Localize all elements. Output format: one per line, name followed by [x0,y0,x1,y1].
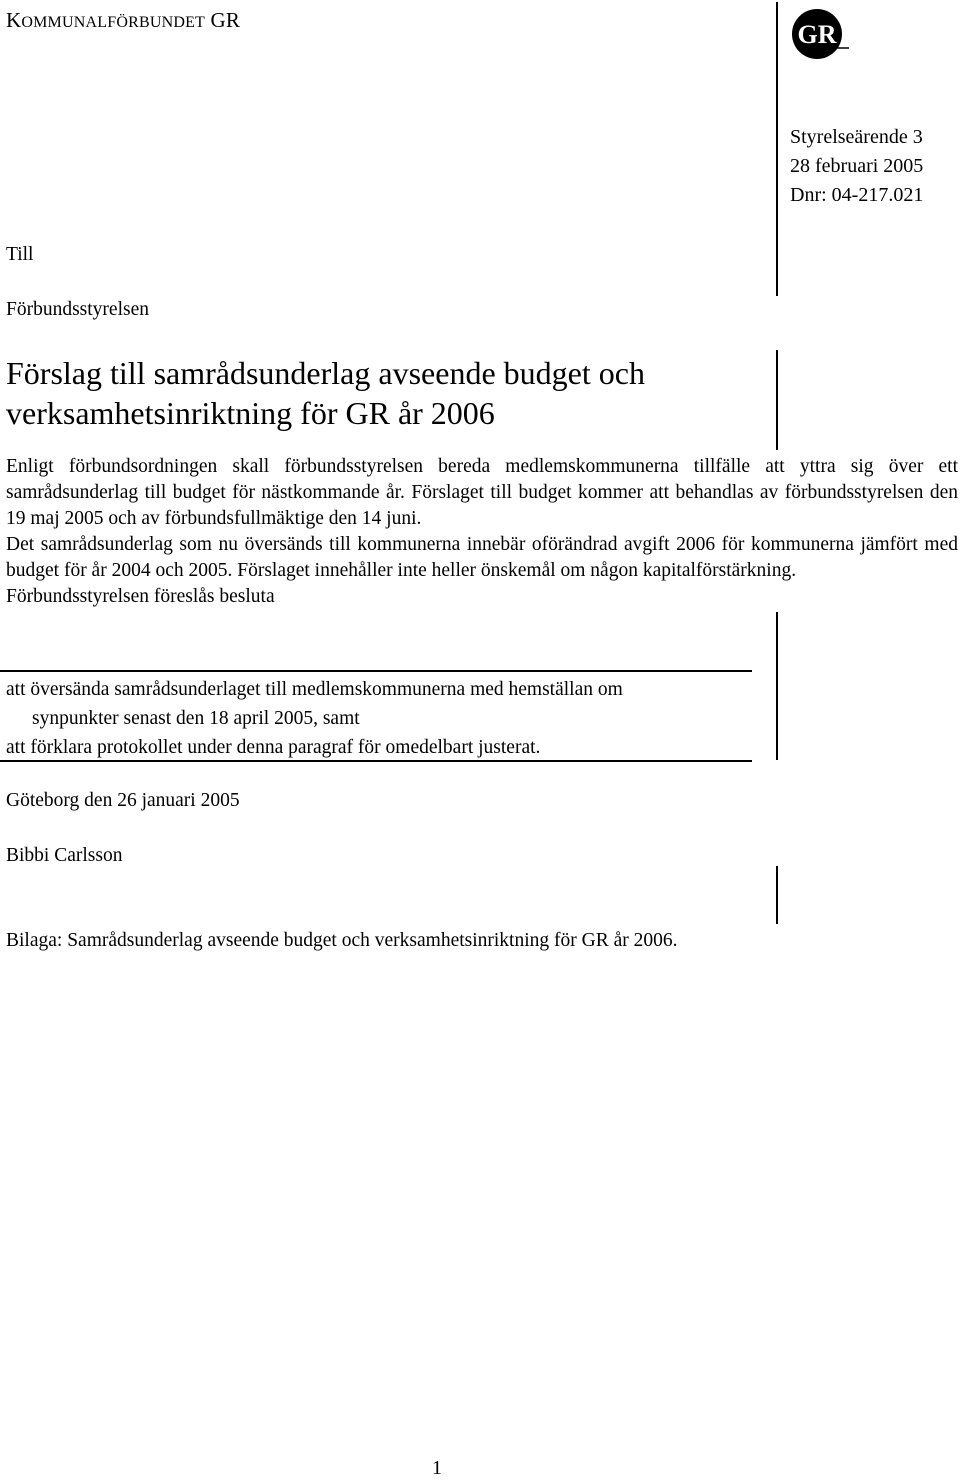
title-line: verksamhetsinriktning för GR år 2006 [6,395,495,431]
proposal-top-rule [0,670,752,672]
paragraph: Enligt förbundsordningen skall förbundsstyrelsen bereda medlemskommunerna tillfälle att yttra sig över ett samrådsunderlag till budget för nästkommande år. Förslaget till budget kommer att behandlas av förbundsstyrelsen den 19 maj 2005 och av förbundsfullmäktige den 14 juni. [6,456,958,529]
margin-rule [776,350,778,450]
place-date: Göteborg den 26 januari 2005 [6,790,240,811]
proposal-line: att förklara protokollet under denna paragraf för omedelbart justerat. [6,737,541,758]
margin-rule [776,2,778,296]
attachment-note: Bilaga: Samrådsunderlag avseende budget och verksamhetsinriktning för GR år 2006. [6,930,678,951]
paragraph: Det samrådsunderlag som nu översänds till kommunerna innebär oförändrad avgift 2006 för kommunerna jämfört med budget för år 2004 och 2005. Förslaget innehåller inte heller önskemål om någon kapitalförstärkning. [6,534,958,581]
title-line: Förslag till samrådsunderlag avseende budget och [6,355,645,391]
organization-name [6,8,240,33]
logo-text: GR [797,20,837,49]
org-suffix: GR [210,8,241,32]
document-date: 28 februari 2005 [790,155,924,177]
proposal-line-continuation: synpunkter senast den 18 april 2005, samt [32,708,360,729]
margin-rule [776,612,778,760]
margin-rule [776,866,778,924]
signatory-name: Bibbi Carlsson [6,845,123,866]
org-name-smallcaps: OMMUNALFÖRBUNDET [21,14,206,31]
document-number: Dnr: 04-217.021 [790,184,924,206]
document-title [6,353,645,433]
proposal-block [6,675,623,762]
recipient-board: Förbundsstyrelsen [6,299,149,320]
agenda-item: Styrelseärende 3 [790,126,923,148]
proposal-line: att översända samrådsunderlaget till medlemskommunerna med hemställan om [6,679,623,700]
body-text [6,454,958,610]
gr-logo [792,8,850,60]
paragraph: Förbundsstyrelsen föreslås besluta [6,586,275,607]
proposal-bottom-rule [0,760,752,762]
page-number: 1 [432,1457,442,1479]
org-initial: K [6,8,22,32]
recipient-to: Till [6,244,34,265]
